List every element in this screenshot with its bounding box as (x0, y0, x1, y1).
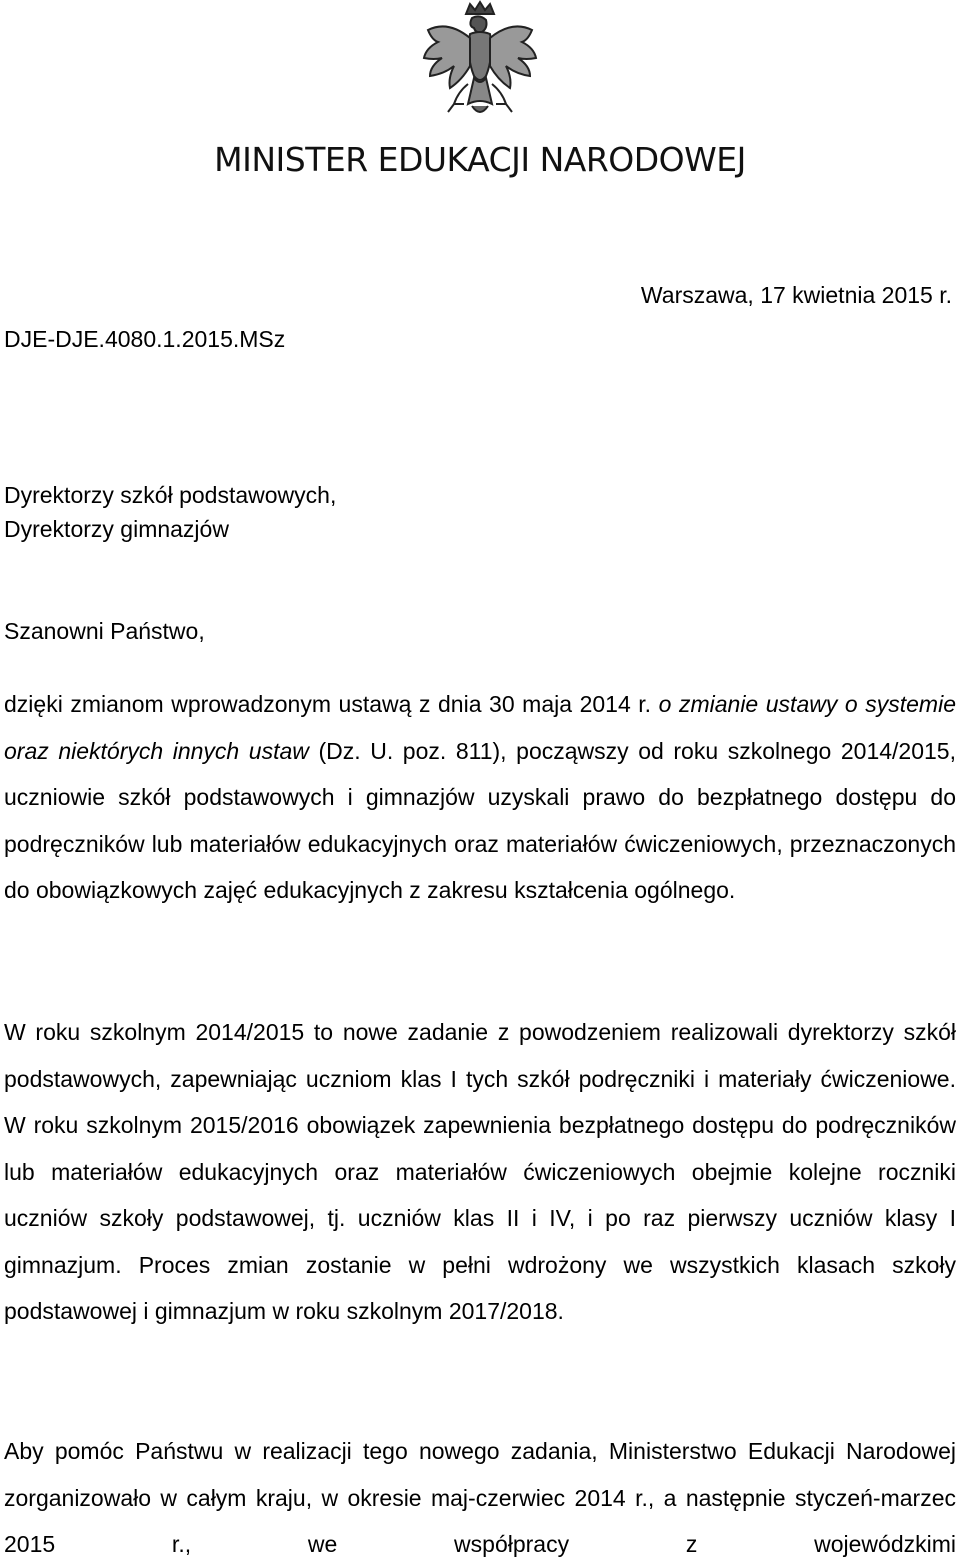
paragraph-1-rest: (Dz. U. poz. 811), począwszy od roku szkolnego 2014/2015, uczniowie szkół podstawowych i gimnazjów uzyskali prawo do bezpłatnego dostępu do podręczników lub materiałów edukacyjnych oraz materiałów ćwiczeniowych, przeznaczonych do obowiązkowych zajęć edukacyjnych z zakresu kształcenia ogólnego. (4, 737, 956, 903)
place-date: Warszawa, 17 kwietnia 2015 r. (640, 282, 952, 308)
act-title: o zmianie ustawy o systemie oraz niektórych innych ustaw (4, 691, 956, 764)
paragraph-1 (4, 681, 956, 914)
recipients (4, 478, 336, 546)
polish-eagle-emblem-icon (418, 0, 542, 125)
paragraph-2: W roku szkolnym 2014/2015 to nowe zadanie z powodzeniem realizowali dyrektorzy szkół podstawowych, zapewniając uczniom klas I tych szkół podręczniki i materiały ćwiczeniowe. W roku szkolnym 2015/2016 obowiązek zapewnienia bezpłatnego dostępu do podręczników lub materiałów edukacyjnych oraz materiałów ćwiczeniowych obejmie kolejne roczniki uczniów szkoły podstawowej, tj. uczniów klas II i IV, i po raz pierwszy uczniów klasy I gimnazjum. Proces zmian zostanie w pełni wdrożony we wszystkich klasach szkoły podstawowej i gimnazjum w roku szkolnym 2017/2018. (4, 1019, 956, 1324)
paragraph-3: Aby pomóc Państwu w realizacji tego nowego zadania, Ministerstwo Edukacji Narodowej zorganizowało w całym kraju, w okresie maj-czerwiec 2014 r., a następnie styczeń-marzec 2015 r., we współpracy z wojewódzkimi (4, 1438, 956, 1557)
recipient-line-2: Dyrektorzy gimnazjów (4, 516, 229, 542)
ministry-name: MINISTER EDUKACJI NARODOWEJ (214, 140, 746, 179)
reference-number: DJE-DJE.4080.1.2015.MSz (4, 326, 286, 352)
recipient-line-1: Dyrektorzy szkół podstawowych, (4, 482, 337, 508)
paragraph-1-lead: dzięki zmianom wprowadzonym ustawą z dnia 30 maja 2014 r. (4, 691, 659, 717)
letter-header (0, 264, 960, 352)
salutation: Szanowni Państwo, (4, 618, 205, 644)
